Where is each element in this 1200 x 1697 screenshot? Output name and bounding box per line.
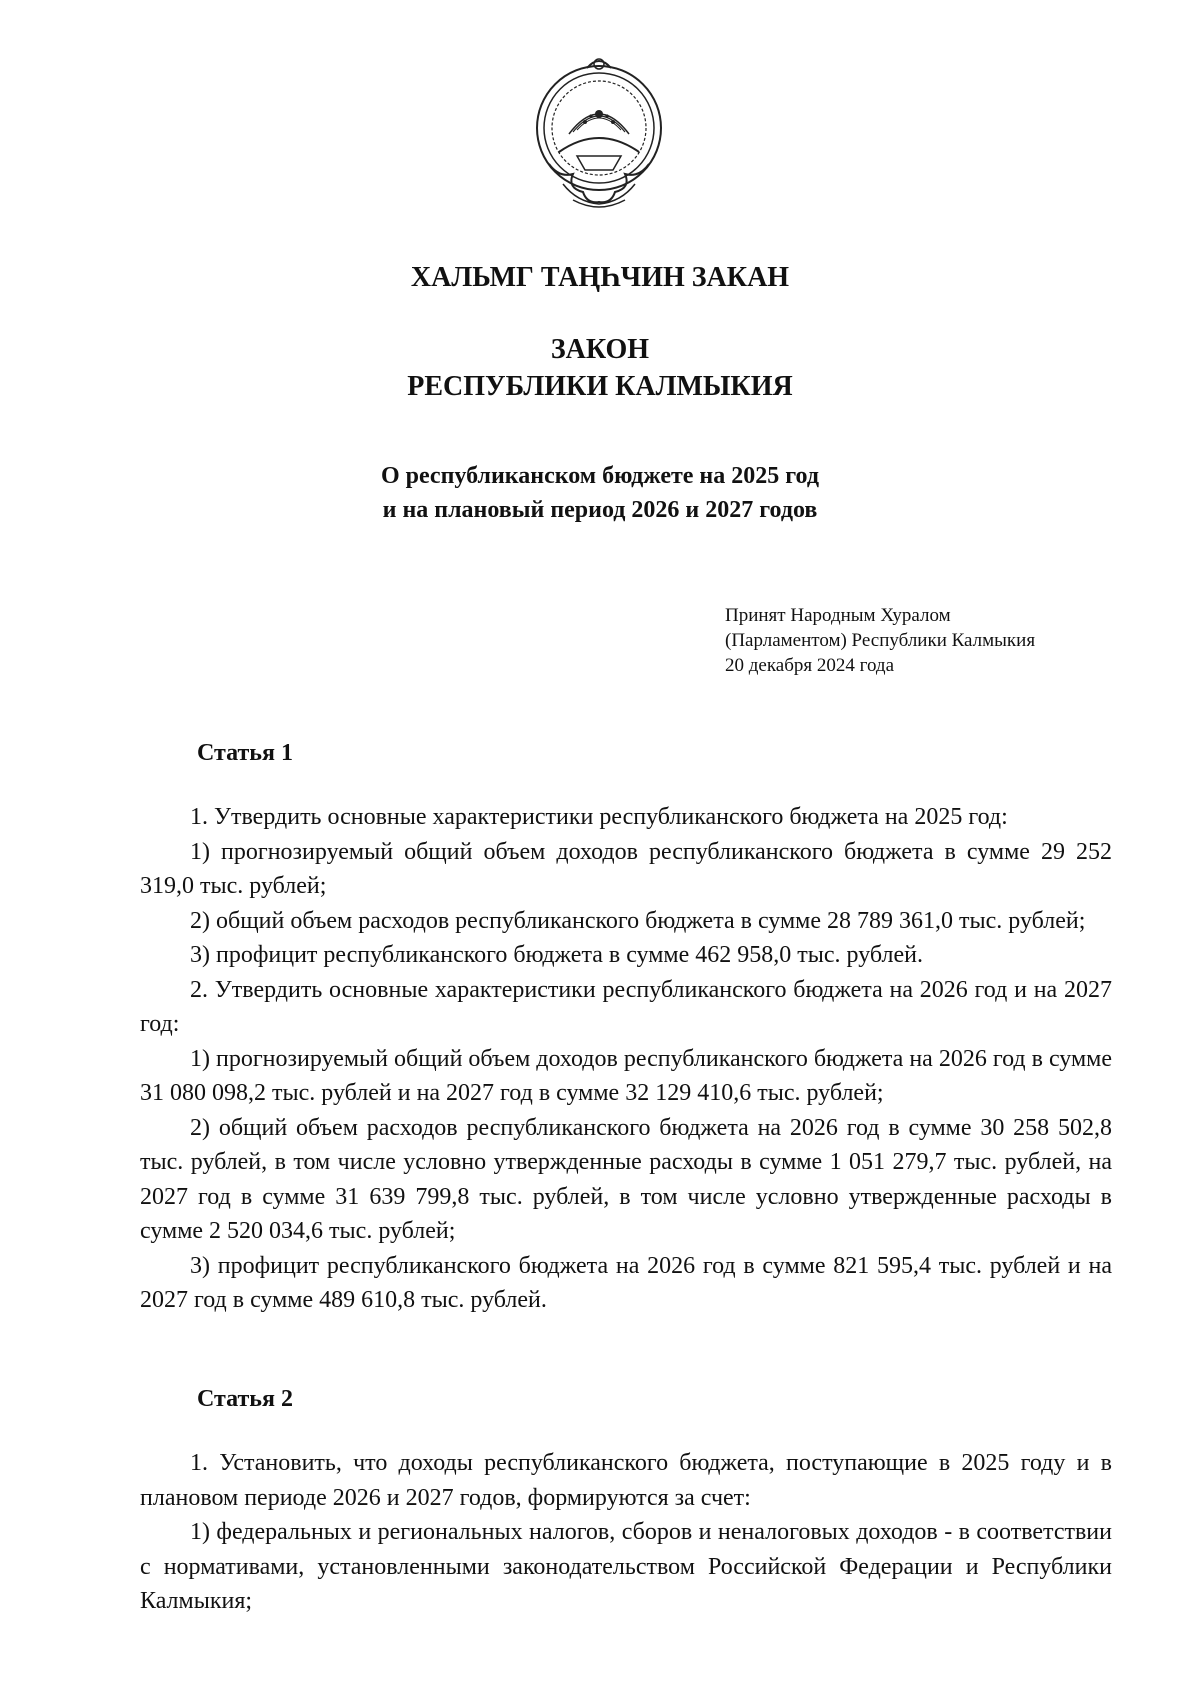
adoption-line-2: (Парламентом) Республики Калмыкия xyxy=(725,630,1036,651)
article-1-body xyxy=(140,800,1112,1318)
paragraph: 1) прогнозируемый общий объем доходов республиканского бюджета в сумме 29 252 319,0 тыс. рублей; xyxy=(140,838,1112,899)
paragraph: 1. Утвердить основные характеристики республиканского бюджета на 2025 год: xyxy=(190,804,1008,830)
paragraph: 1. Установить, что доходы республиканского бюджета, поступающие в 2025 году и в плановом периоде 2026 и 2027 годов, формируются за счет: xyxy=(140,1450,1112,1511)
article-2-body xyxy=(140,1446,1112,1619)
title-kalmyk: ХАЛЬМГ ТАҢҺЧИН ЗАКАН xyxy=(410,262,790,293)
paragraph: 3) профицит республиканского бюджета в сумме 462 958,0 тыс. рублей. xyxy=(190,942,923,968)
subject-line-2: и на плановый период 2026 и 2027 годов xyxy=(382,497,818,523)
coat-of-arms-kalmykia-icon xyxy=(529,52,669,226)
subject-line-1: О республиканском бюджете на 2025 год xyxy=(380,463,820,489)
paragraph: 2. Утвердить основные характеристики республиканского бюджета на 2026 год и на 2027 год: xyxy=(140,976,1112,1037)
title-law: ЗАКОН xyxy=(550,334,650,365)
article-2-title: Статья 2 xyxy=(197,1386,293,1412)
paragraph: 2) общий объем расходов республиканского бюджета на 2026 год в сумме 30 258 502,8 тыс. рублей, в том числе условно утвержденные расходы в сумме 1 051 279,7 тыс. рублей, на 2027 год в сумме 31 639 799,8 тыс. рублей, в том числе условно утвержденные расходы в сумме 2 520 034,6 тыс. рублей; xyxy=(140,1114,1112,1244)
adoption-date: 20 декабря 2024 года xyxy=(725,655,895,676)
paragraph: 3) профицит республиканского бюджета на 2026 год в сумме 821 595,4 тыс. рублей и на 2027 год в сумме 489 610,8 тыс. рублей. xyxy=(140,1252,1112,1313)
paragraph: 1) прогнозируемый общий объем доходов республиканского бюджета на 2026 год в сумме 31 080 098,2 тыс. рублей и на 2027 год в сумме 32 129 410,6 тыс. рублей; xyxy=(140,1045,1112,1106)
article-1-title: Статья 1 xyxy=(197,740,293,766)
adoption-line-1: Принят Народным Хуралом xyxy=(725,605,951,626)
paragraph: 1) федеральных и региональных налогов, сборов и неналоговых доходов - в соответствии с нормативами, установленными законодательством Российской Федерации и Республики Калмыкия; xyxy=(140,1519,1112,1614)
adoption-note xyxy=(725,603,1035,678)
paragraph: 2) общий объем расходов республиканского бюджета в сумме 28 789 361,0 тыс. рублей; xyxy=(190,907,1086,934)
title-republic: РЕСПУБЛИКИ КАЛМЫКИЯ xyxy=(407,371,793,402)
